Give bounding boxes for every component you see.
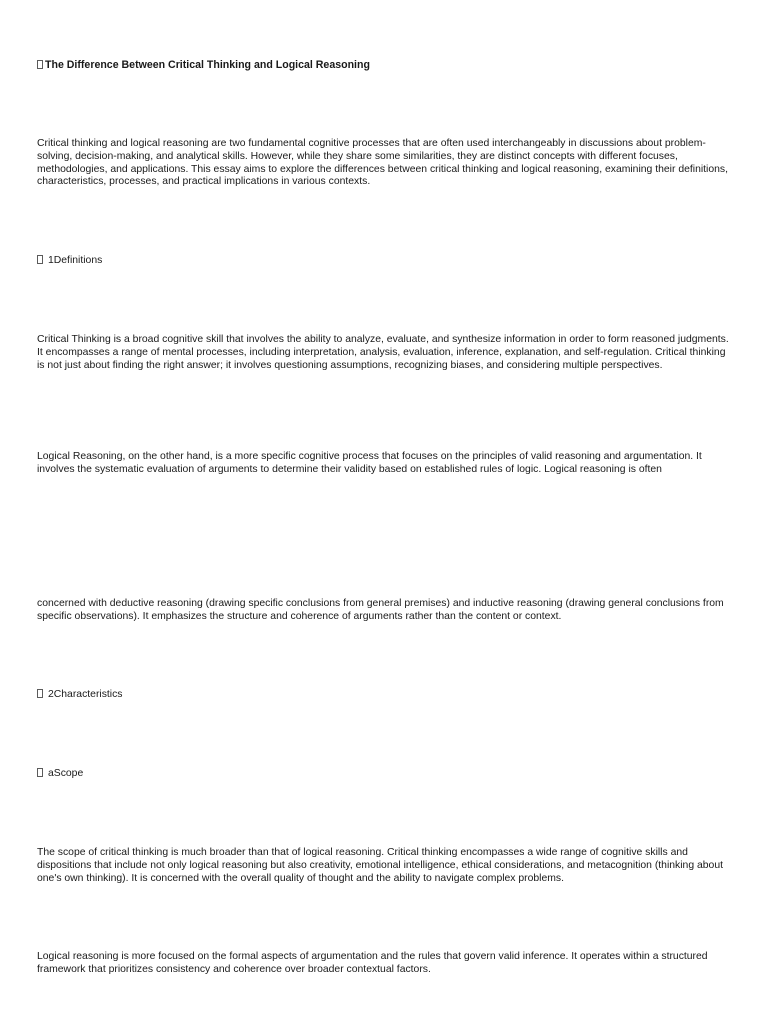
logical-reasoning-definition-continued: concerned with deductive reasoning (drawing specific conclusions from general premises) and inductive reasoning (drawing general conclusions from specific observations). It emphasizes the structure and coherence of arguments rather than the content or context. (37, 598, 724, 622)
scope-logical-reasoning-paragraph: Logical reasoning is more focused on the formal aspects of argumentation and the rules that govern valid inference. It operates within a structured framework that prioritizes consistency and coherence over broader contextual factors. (37, 951, 708, 975)
section-heading-definitions: 1Definitions (37, 255, 733, 268)
missing-glyph-icon (37, 768, 43, 777)
document-title (37, 59, 733, 72)
missing-glyph-icon (37, 689, 43, 698)
critical-thinking-definition: Critical Thinking is a broad cognitive skill that involves the ability to analyze, evaluate, and synthesize information in order to form reasoned judgments. It encompasses a range of mental processes, including interpretation, analysis, evaluation, inference, explanation, and self-regulation. Critical thinking is not just about finding the right answer; it involves questioning assumptions, recognizing biases, and considering multiple perspectives. (37, 334, 729, 371)
document-title-text: The Difference Between Critical Thinking and Logical Reasoning (45, 59, 370, 71)
scope-critical-thinking-paragraph: The scope of critical thinking is much broader than that of logical reasoning. Critical thinking encompasses a wide range of cognitive skills and dispositions that include not only logical reasoning but also creativity, emotional intelligence, ethical considerations, and metacognition (thinking about one's own thinking). It is concerned with the overall quality of thought and the ability to navigate complex problems. (37, 847, 723, 884)
intro-paragraph: Critical thinking and logical reasoning are two fundamental cognitive processes that are often used interchangeably in discussions about problem-solving, decision-making, and analytical skills. However, while they share some similarities, they are distinct concepts with different focuses, methodologies, and applications. This essay aims to explore the differences between critical thinking and logical reasoning, examining their definitions, characteristics, processes, and practical implications in various contexts. (37, 138, 728, 188)
missing-glyph-icon (37, 255, 43, 264)
section-heading-characteristics: 2Characteristics (37, 689, 733, 702)
logical-reasoning-definition: Logical Reasoning, on the other hand, is a more specific cognitive process that focuses on the principles of valid reasoning and argumentation. It involves the systematic evaluation of arguments to determine their validity based on established rules of logic. Logical reasoning is often (37, 451, 702, 475)
missing-glyph-icon (37, 60, 43, 69)
subheading-scope: aScope (37, 768, 733, 781)
